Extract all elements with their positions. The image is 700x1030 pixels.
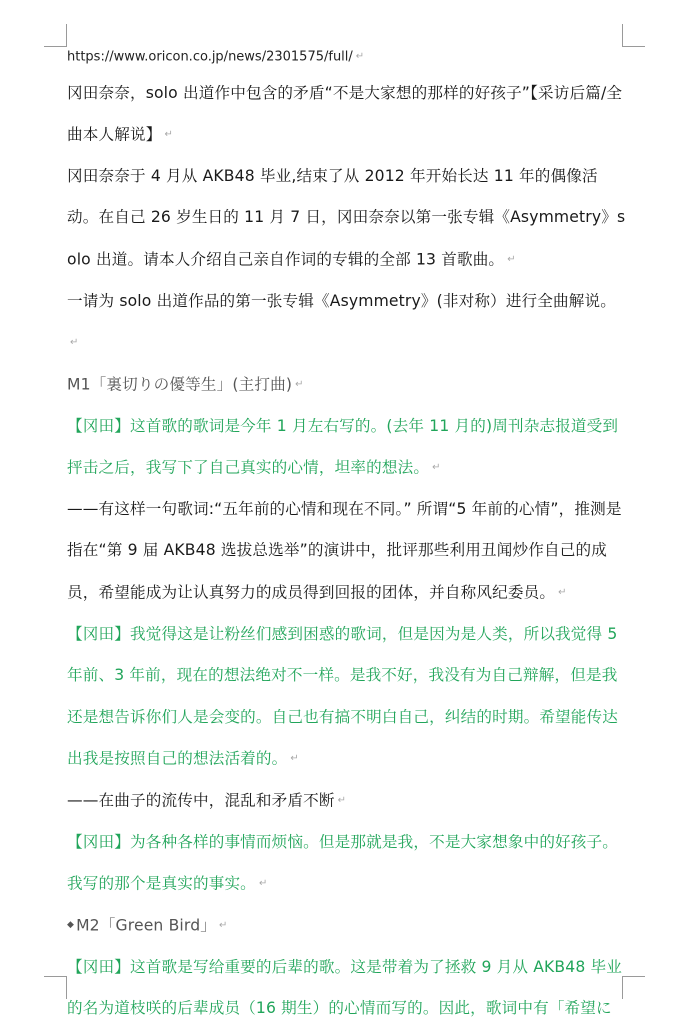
article-title: 冈田奈奈，solo 出道作中包含的矛盾“不是大家想的那样的好孩子”【采访后篇/全曲本人解说】↵: [67, 73, 627, 156]
question-paragraph: ——有这样一句歌词:“五年前的心情和现在不同。” 所谓“5 年前的心情”，推测是指在“第 9 届 AKB48 选拔总选举”的演讲中，批评那些利用丑闻炒作自己的成员，希望能成为让认真努力的成员得到回报的团体，并自称风纪委员。↵: [67, 489, 627, 614]
answer-paragraph: 【冈田】为各种各样的事情而烦恼。但是那就是我，不是大家想象中的好孩子。我写的那个是真实的事实。↵: [67, 822, 627, 905]
paragraph-mark-icon: [290, 753, 299, 764]
paragraph-mark-icon: [164, 129, 173, 140]
paragraph-mark-icon: [338, 795, 347, 806]
track-heading: M1「裏切りの優等生」(主打曲)↵: [67, 364, 627, 406]
answer-paragraph: 【冈田】我觉得这是让粉丝们感到困惑的歌词，但是因为是人类，所以我觉得 5 年前、3 年前，现在的想法绝对不一样。是我不好，我没有为自己辩解，但是我还是想告诉你们人是会变的。自己也有搞不明白自己，纠结的时期。希望能传达出我是按照自己的想法活着的。↵: [67, 614, 627, 780]
track-heading: ◆ M2「Green Bird」↵: [67, 905, 627, 947]
paragraph-mark-icon: [295, 379, 304, 390]
page-corner-mark-bottom-left: [44, 976, 67, 999]
diamond-bullet-icon: ◆: [67, 919, 75, 930]
source-url: https://www.oricon.co.jp/news/2301575/full/↵: [67, 46, 627, 69]
answer-paragraph: 【冈田】这首歌是写给重要的后辈的歌。这是带着为了拯救 9 月从 AKB48 毕业的名为道枝咲的后辈成员（16 期生）的心情而写的。因此，歌词中有「希望に: [67, 957, 622, 1017]
paragraph-mark-icon: [219, 920, 228, 931]
question-paragraph: ——在曲子的流传中，混乱和矛盾不断↵: [67, 780, 627, 822]
paragraph-mark-icon: [558, 587, 567, 598]
paragraph-mark-icon: [259, 878, 268, 889]
page-corner-mark-top-right: [622, 24, 645, 47]
document-page[interactable]: [67, 46, 627, 1030]
page-corner-mark-top-left: [44, 24, 67, 47]
intro-paragraph: 冈田奈奈于 4 月从 AKB48 毕业,结束了从 2012 年开始长达 11 年的偶像活动。在自己 26 岁生日的 11 月 7 日，冈田奈奈以第一张专辑《Asymmetry》solo 出道。请本人介绍自己亲自作词的专辑的全部 13 首歌曲。↵: [67, 156, 627, 281]
answer-paragraph: 【冈田】这首歌的歌词是今年 1 月左右写的。(去年 11 月的)周刊杂志报道受到抨击之后，我写下了自己真实的心情，坦率的想法。↵: [67, 406, 627, 489]
paragraph-mark-icon: [432, 462, 441, 473]
question-paragraph: 一请为 solo 出道作品的第一张专辑《Asymmetry》(非对称）进行全曲解说。↵: [67, 281, 627, 364]
paragraph-mark-icon: [507, 254, 516, 265]
paragraph-mark-icon: [356, 51, 364, 62]
paragraph-mark-icon: [70, 337, 79, 348]
